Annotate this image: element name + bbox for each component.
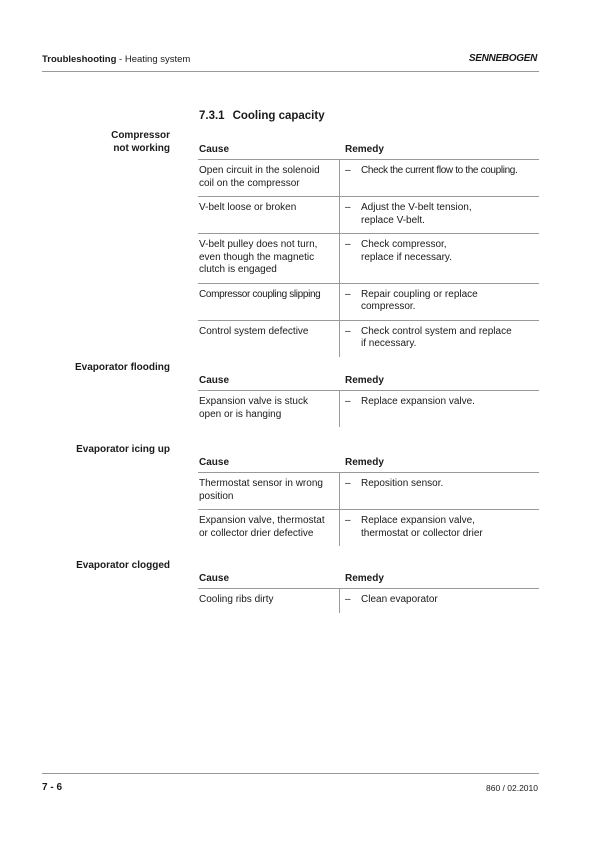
group-label-evaporator-clogged: Evaporator clogged: [76, 560, 170, 571]
remedy-text: Check control system and replace if necessary.: [361, 325, 512, 349]
cause-cell: Thermostat sensor in wrong position: [198, 473, 340, 509]
dash-bullet: –: [345, 515, 351, 526]
dash-bullet: –: [345, 325, 351, 337]
group-label-evaporator-flooding: Evaporator flooding: [75, 362, 170, 373]
remedy-text: Clean evaporator: [361, 594, 438, 605]
header-chapter: Troubleshooting: [42, 54, 117, 65]
remedy-header: Remedy: [345, 375, 384, 386]
remedy-cell: [340, 197, 539, 233]
remedy-text: Reposition sensor.: [361, 478, 444, 489]
table-row: [198, 589, 539, 613]
table-compressor: [198, 136, 539, 357]
remedy-cell: [340, 510, 539, 546]
remedy-cell: [340, 473, 539, 509]
table-row: [198, 284, 539, 321]
remedy-cell: [340, 284, 539, 320]
table-row: [198, 473, 539, 510]
document-code: 860 / 02.2010: [486, 783, 538, 793]
cause-cell: Expansion valve is stuck open or is hanging: [198, 391, 340, 427]
remedy-text: Replace expansion valve, thermostat or collector drier: [361, 515, 483, 539]
dash-bullet: –: [345, 239, 351, 250]
dash-bullet: –: [345, 288, 351, 300]
dash-bullet: –: [345, 396, 351, 407]
table-header: [198, 449, 539, 473]
header-separator: -: [116, 54, 125, 65]
section-heading: [199, 110, 325, 122]
remedy-cell: [340, 391, 539, 427]
table-row: [198, 234, 539, 284]
remedy-text: Replace expansion valve.: [361, 396, 475, 407]
cause-header: Cause: [199, 573, 230, 584]
cause-cell: V-belt pulley does not turn, even though the magnetic clutch is engaged: [198, 234, 340, 283]
group-label-compressor: Compressor not working: [111, 130, 170, 154]
table-evaporator-clogged: [198, 565, 539, 613]
cause-header: Cause: [199, 144, 230, 155]
table-row: [198, 197, 539, 234]
remedy-header: Remedy: [345, 144, 384, 155]
cause-cell: V-belt loose or broken: [198, 197, 340, 233]
remedy-header: Remedy: [345, 573, 384, 584]
header-breadcrumb: [42, 54, 190, 65]
table-header: [198, 367, 539, 391]
cause-cell: Cooling ribs dirty: [198, 589, 340, 613]
cause-header: Cause: [199, 375, 230, 386]
table-evaporator-flooding: [198, 367, 539, 427]
dash-bullet: –: [345, 165, 351, 176]
group-label-evaporator-icing: Evaporator icing up: [76, 444, 170, 455]
section-number: 7.3.1: [199, 110, 225, 122]
remedy-text: Check compressor, replace if necessary.: [361, 239, 452, 263]
dash-bullet: –: [345, 202, 351, 213]
header-divider: [42, 71, 539, 72]
brand-logo: SENNEBOGEN: [468, 53, 537, 64]
table-row: [198, 321, 539, 357]
page-number: 7 - 6: [42, 782, 63, 793]
table-row: [198, 160, 539, 197]
remedy-cell: [340, 160, 539, 196]
remedy-cell: [340, 234, 539, 283]
header-topic: Heating system: [124, 54, 191, 65]
cause-cell: Compressor coupling slipping: [198, 284, 340, 320]
remedy-text: Repair coupling or replace compressor.: [361, 288, 478, 312]
dash-bullet: –: [345, 594, 351, 605]
table-header: [198, 565, 539, 589]
cause-cell: Control system defective: [198, 321, 340, 357]
cause-cell: Open circuit in the solenoid coil on the compressor: [198, 160, 340, 196]
remedy-header: Remedy: [345, 457, 384, 468]
remedy-text: Adjust the V-belt tension, replace V-belt.: [361, 202, 472, 226]
table-row: [198, 510, 539, 546]
table-row: [198, 391, 539, 427]
remedy-text: Check the current flow to the coupling.: [361, 165, 518, 176]
remedy-cell: [340, 321, 539, 357]
dash-bullet: –: [345, 478, 351, 489]
section-title: Cooling capacity: [232, 110, 325, 122]
cause-header: Cause: [199, 457, 230, 468]
table-evaporator-icing: [198, 449, 539, 546]
remedy-cell: [340, 589, 539, 613]
footer-divider: [42, 773, 539, 774]
table-header: [198, 136, 539, 160]
cause-cell: Expansion valve, thermostat or collector drier defective: [198, 510, 340, 546]
